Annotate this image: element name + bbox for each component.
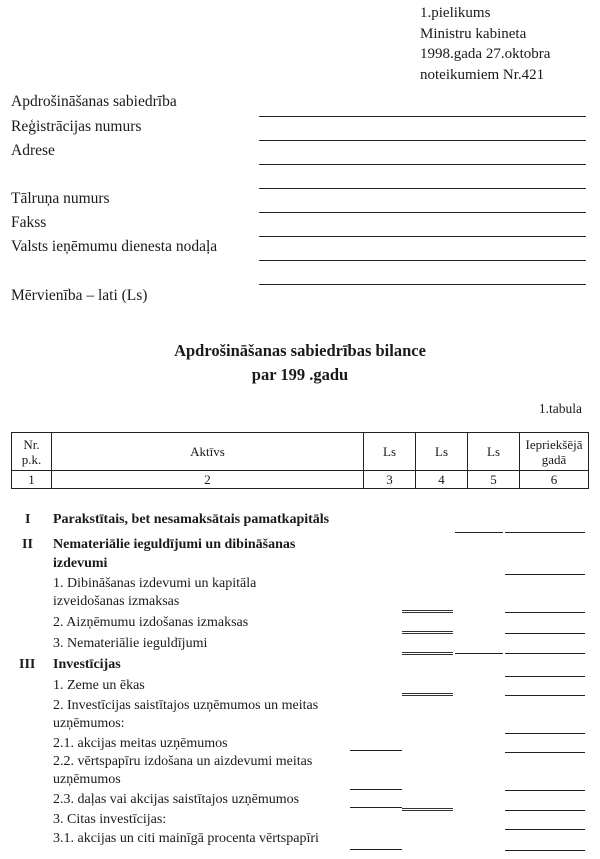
reg-number-field[interactable] — [259, 140, 586, 141]
section-title: Nemateriālie ieguldījumi un dibināšanas — [53, 537, 296, 552]
unit-label: Mērvienība – lati (Ls) — [11, 287, 148, 304]
line-item: 3.1. akcijas un citi mainīgā procenta vērtspapīri — [53, 831, 319, 846]
tax-office-field-2[interactable] — [259, 284, 586, 285]
column-number: 1 — [12, 471, 52, 489]
document-subtitle: par 199 .gadu — [251, 365, 349, 384]
value-line[interactable] — [505, 752, 585, 753]
tax-office-label: Valsts ieņēmumu dienesta nodaļa — [11, 238, 218, 255]
reg-number-label: Reģistrācijas numurs — [11, 118, 142, 135]
line-item-cont: uzņēmumos — [53, 772, 121, 787]
line-item: 3. Nemateriālie ieguldījumi — [53, 636, 208, 651]
value-line[interactable] — [402, 610, 453, 611]
table-reference: 1.tabula — [538, 401, 582, 416]
value-line[interactable] — [402, 631, 453, 632]
section-title: Investīcijas — [53, 657, 121, 672]
header-prev-year: Iepriekšējā gadā — [520, 433, 589, 471]
value-line[interactable] — [402, 633, 453, 634]
header-ls-2: Ls — [416, 433, 468, 471]
column-number: 3 — [364, 471, 416, 489]
annex-line: noteikumiem Nr.421 — [420, 66, 545, 83]
value-line[interactable] — [402, 652, 453, 653]
annex-line: 1.pielikums — [420, 5, 491, 21]
value-line[interactable] — [505, 653, 585, 654]
value-line[interactable] — [350, 849, 402, 850]
value-line[interactable] — [455, 653, 503, 654]
annex-line: Ministru kabineta — [420, 25, 527, 42]
tax-office-field[interactable] — [259, 260, 586, 261]
line-item: 2.1. akcijas meitas uzņēmumos — [53, 736, 228, 751]
line-item: 2. Aizņēmumu izdošanas izmaksas — [53, 615, 249, 630]
header-ls-1: Ls — [364, 433, 416, 471]
value-line[interactable] — [455, 532, 503, 533]
section-number: III — [19, 657, 36, 672]
value-line[interactable] — [505, 810, 585, 811]
header-aktivs: Aktīvs — [52, 433, 364, 471]
value-line[interactable] — [402, 612, 453, 613]
annex-reference — [420, 3, 550, 85]
value-line[interactable] — [402, 810, 453, 811]
value-line[interactable] — [505, 574, 585, 575]
value-line[interactable] — [505, 829, 585, 830]
value-line[interactable] — [505, 633, 585, 634]
value-line[interactable] — [505, 612, 585, 613]
column-number: 6 — [520, 471, 589, 489]
phone-field[interactable] — [259, 212, 586, 213]
line-item: 2.3. daļas vai akcijas saistītajos uzņēmumos — [53, 792, 300, 807]
value-line[interactable] — [350, 750, 402, 751]
value-line[interactable] — [402, 808, 453, 809]
address-field-2[interactable] — [259, 188, 586, 189]
line-item: 1. Zeme un ēkas — [53, 678, 145, 693]
address-field[interactable] — [259, 164, 586, 165]
line-item-cont: izveidošanas izmaksas — [53, 594, 180, 609]
document-title: Apdrošināšanas sabiedrības bilance — [174, 341, 426, 360]
value-line[interactable] — [505, 790, 585, 791]
balance-header-table — [11, 432, 589, 489]
value-line[interactable] — [505, 676, 585, 677]
value-line[interactable] — [402, 695, 453, 696]
fax-label: Fakss — [11, 214, 47, 231]
company-label: Apdrošināšanas sabiedrība — [11, 93, 177, 110]
phone-label: Tālruņa numurs — [11, 190, 110, 207]
line-item-cont: uzņēmumos: — [53, 716, 125, 731]
section-title: Parakstītais, bet nesamaksātais pamatkapitāls — [53, 512, 330, 527]
value-line[interactable] — [505, 532, 585, 533]
line-item: 2. Investīcijas saistītajos uzņēmumos un meitas — [53, 698, 319, 713]
value-line[interactable] — [350, 807, 402, 808]
value-line[interactable] — [505, 733, 585, 734]
value-line[interactable] — [402, 693, 453, 694]
value-line[interactable] — [402, 654, 453, 655]
value-line[interactable] — [505, 850, 585, 851]
column-number: 4 — [416, 471, 468, 489]
column-number: 2 — [52, 471, 364, 489]
header-ls-3: Ls — [468, 433, 520, 471]
section-title-cont: izdevumi — [53, 556, 108, 571]
value-line[interactable] — [350, 789, 402, 790]
company-field[interactable] — [259, 116, 586, 117]
line-item: 3. Citas investīcijas: — [53, 812, 167, 827]
annex-line: 1998.gada 27.oktobra — [420, 46, 551, 62]
section-number: I — [25, 512, 31, 527]
section-number: II — [22, 537, 33, 552]
fax-field[interactable] — [259, 236, 586, 237]
header-nr: Nr. p.k. — [12, 433, 52, 471]
line-item: 1. Dibināšanas izdevumi un kapitāla — [53, 576, 257, 591]
column-number: 5 — [468, 471, 520, 489]
address-label: Adrese — [11, 142, 55, 159]
value-line[interactable] — [505, 695, 585, 696]
line-item: 2.2. vērtspapīru izdošana un aizdevumi meitas — [53, 754, 313, 769]
